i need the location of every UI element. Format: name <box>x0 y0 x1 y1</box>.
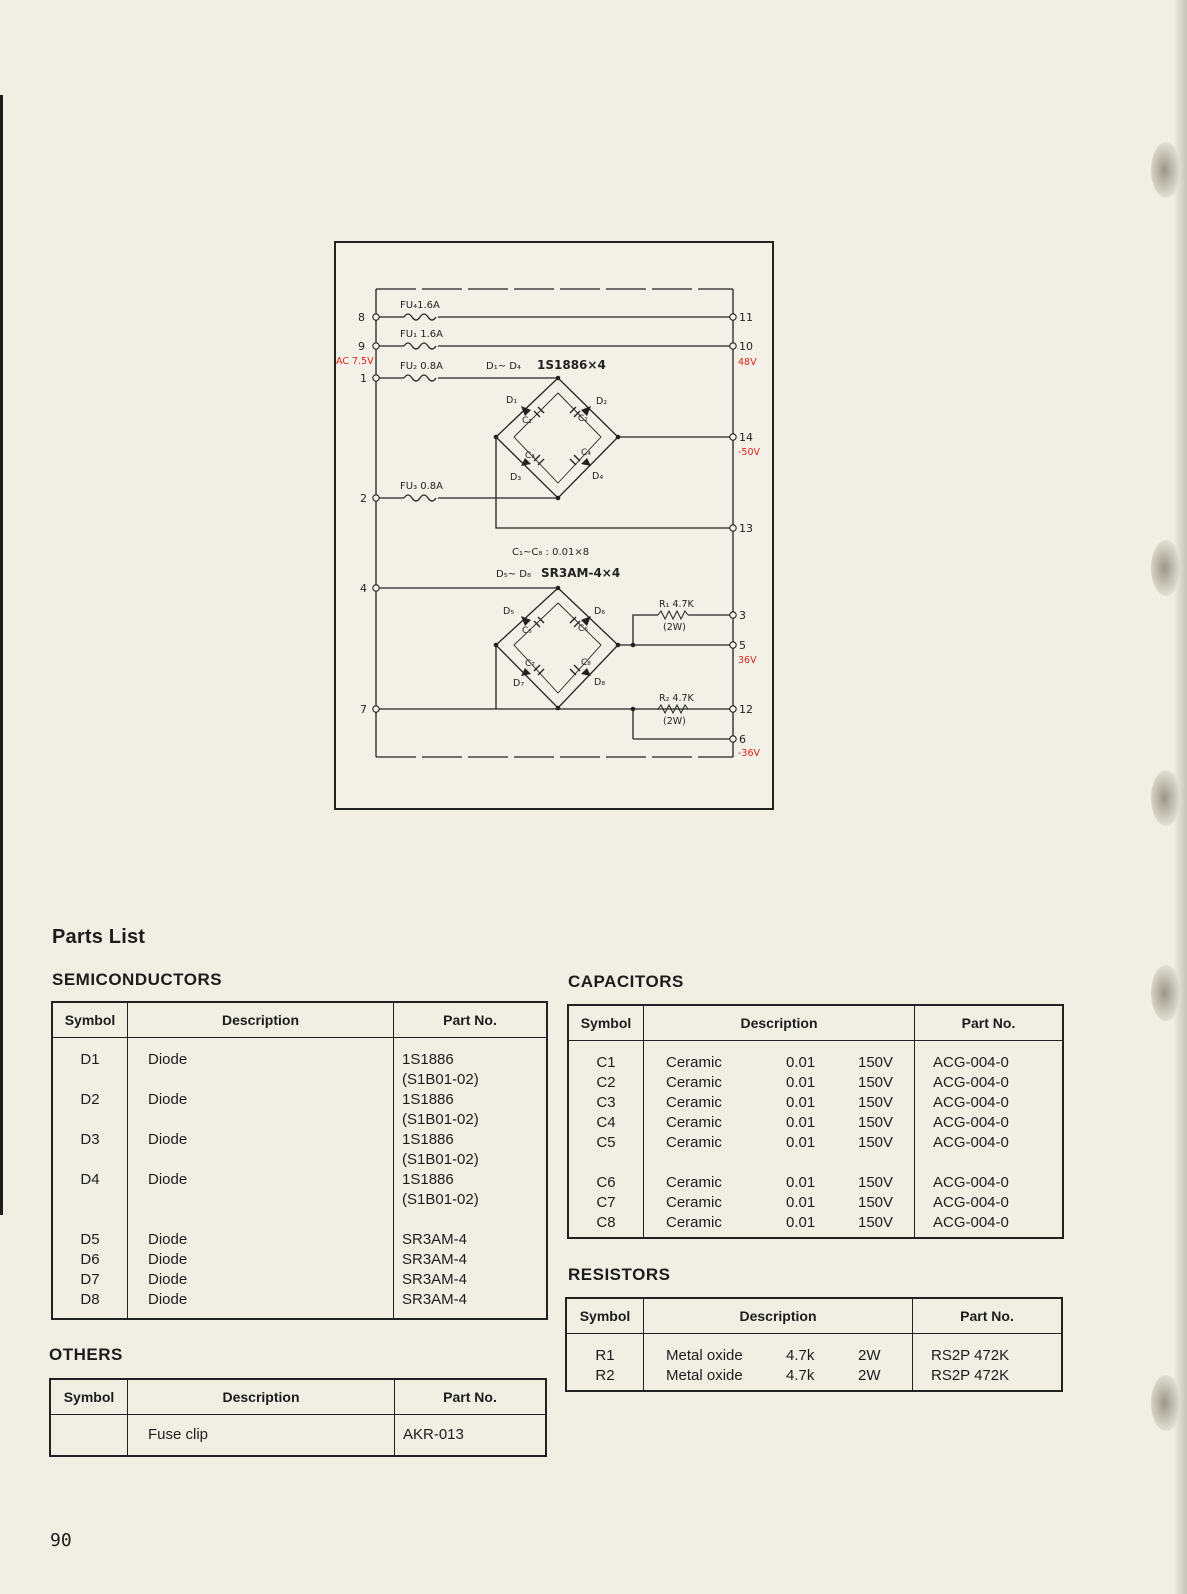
cell <box>128 1190 393 1210</box>
cell: D5 <box>80 1231 100 1248</box>
label-c8: C₈ <box>581 658 591 668</box>
cell <box>53 1110 127 1130</box>
schematic-svg <box>336 243 776 812</box>
cell: Diode <box>148 1291 188 1308</box>
schematic-diagram <box>334 241 774 810</box>
cap-c3 <box>534 455 544 465</box>
label-c5: C₅ <box>522 626 532 636</box>
semis-symbol-col <box>52 1038 128 1320</box>
cell: SR3AM-4 <box>402 1291 468 1308</box>
label-d1: D₁ <box>506 395 518 406</box>
cell: Diode <box>148 1231 188 1248</box>
page-left-edge <box>0 95 3 1215</box>
term-14: 14 <box>739 431 753 444</box>
header-part-no: Part No. <box>913 1298 1063 1334</box>
term-7: 7 <box>360 703 367 716</box>
cell: 1S1886 <box>402 1091 454 1108</box>
cap-c5 <box>534 617 544 627</box>
label-d7: D₇ <box>513 678 525 689</box>
header-description: Description <box>644 1298 913 1334</box>
label-d6: D₆ <box>594 606 606 617</box>
diode-d4 <box>581 458 591 466</box>
cap-c4 <box>570 455 580 465</box>
label-d8: D₈ <box>594 677 606 688</box>
term-8: 8 <box>358 311 365 324</box>
cell <box>53 1210 127 1230</box>
term-13: 13 <box>739 522 753 535</box>
page-number: 90 <box>50 1530 72 1551</box>
wire-1 <box>376 378 558 380</box>
cell: SR3AM-4 <box>402 1231 468 1248</box>
cell: D6 <box>80 1251 100 1268</box>
label-minus50v: -50V <box>738 447 761 458</box>
fuse-fu3 <box>404 495 436 501</box>
label-bridge1-part: 1S1886×4 <box>537 358 606 372</box>
caps-symbol-col: C1 C2 C3 C4 C5 C6 C7 C8 <box>568 1041 644 1239</box>
cell <box>50 1415 128 1457</box>
header-part-no: Part No. <box>915 1005 1064 1041</box>
label-d2: D₂ <box>596 396 608 407</box>
header-description: Description <box>644 1005 915 1041</box>
term-11: 11 <box>739 311 753 324</box>
others-table <box>49 1378 547 1457</box>
label-c6: C₆ <box>578 624 588 634</box>
header-symbol: Symbol <box>50 1379 128 1415</box>
cell: Fuse clip <box>128 1415 395 1457</box>
label-ac-voltage: AC 7.5V <box>336 356 374 367</box>
header-symbol: Symbol <box>566 1298 644 1334</box>
caps-description-col: Ceramic 0.01 150V Ceramic 0.01 150V Ceramic 0.01 150V Ceramic 0.01 150V Ceramic 0.01 150V Ceramic 0.01 150V Ceramic 0.01 150V Ceramic 0.01 150V <box>644 1041 915 1239</box>
label-d3: D₃ <box>510 472 522 483</box>
cell: D8 <box>80 1291 100 1308</box>
binder-hole <box>1151 965 1181 1021</box>
label-d4: D₄ <box>592 471 604 482</box>
resistors-part-col: RS2P 472K RS2P 472K <box>931 1347 1010 1384</box>
cell: D1 <box>80 1051 100 1068</box>
term-1: 1 <box>360 372 367 385</box>
cell <box>128 1210 393 1230</box>
cap-c7 <box>534 665 544 675</box>
caps-part-col: ACG-004-0 ACG-004-0 ACG-004-0 ACG-004-0 ACG-004-0 ACG-004-0 ACG-004-0 ACG-004-0 <box>933 1054 1009 1231</box>
label-bridge2-range: D₅~ D₈ <box>496 569 531 580</box>
cell: 1S1886 <box>402 1131 454 1148</box>
cell <box>53 1190 127 1210</box>
cell <box>128 1110 393 1130</box>
label-36v: 36V <box>738 655 757 666</box>
term-12: 12 <box>739 703 753 716</box>
label-fu4: FU₄1.6A <box>400 300 440 311</box>
cell: 1S1886 <box>402 1171 454 1188</box>
header-part-no: Part No. <box>394 1002 548 1038</box>
diode-d8 <box>581 668 591 676</box>
cell: 1S1886 <box>402 1051 454 1068</box>
others-heading: OTHERS <box>49 1345 123 1364</box>
semiconductors-table <box>51 1001 548 1320</box>
cell: Diode <box>148 1251 188 1268</box>
term-6: 6 <box>739 733 746 746</box>
semis-description-col <box>128 1038 394 1320</box>
resistors-symbol-col: R1 R2 <box>566 1334 644 1392</box>
cell <box>394 1210 546 1230</box>
cell: (S1B01-02) <box>402 1111 479 1128</box>
header-symbol: Symbol <box>52 1002 128 1038</box>
binder-hole <box>1151 142 1181 198</box>
label-48v: 48V <box>738 357 757 368</box>
label-cap-note: C₁~C₈ : 0.01×8 <box>512 547 590 558</box>
binder-hole <box>1151 540 1181 596</box>
parts-list-title: Parts List <box>52 926 146 948</box>
cell: D3 <box>80 1131 100 1148</box>
cell: (S1B01-02) <box>402 1151 479 1168</box>
table-row <box>50 1415 546 1457</box>
term-2: 2 <box>360 492 367 505</box>
semiconductors-heading: SEMICONDUCTORS <box>52 970 223 989</box>
term-3: 3 <box>739 609 746 622</box>
label-c4: C₄ <box>581 448 591 458</box>
resistors-heading: RESISTORS <box>568 1265 671 1284</box>
capacitors-heading: CAPACITORS <box>568 972 684 991</box>
cell: AKR-013 <box>403 1426 464 1443</box>
label-minus36v: -36V <box>738 748 761 759</box>
fuse-fu4 <box>404 314 436 320</box>
header-symbol: Symbol <box>568 1005 644 1041</box>
term-9: 9 <box>358 340 365 353</box>
header-description: Description <box>128 1379 395 1415</box>
term-5: 5 <box>739 639 746 652</box>
binder-hole <box>1151 770 1181 826</box>
label-bridge1-range: D₁~ D₄ <box>486 361 521 372</box>
label-c3: C₃ <box>525 451 535 461</box>
term-10: 10 <box>739 340 753 353</box>
cell: (S1B01-02) <box>402 1071 479 1088</box>
label-fu3: FU₃ 0.8A <box>400 481 444 492</box>
label-fu2: FU₂ 0.8A <box>400 361 444 372</box>
resistors-description-col: Metal oxide 4.7k 2W Metal oxide 4.7k 2W <box>644 1334 913 1392</box>
cell <box>53 1070 127 1090</box>
cell: Diode <box>148 1091 188 1108</box>
cell: Diode <box>148 1171 188 1188</box>
cell: D4 <box>80 1171 100 1188</box>
label-bridge2-part: SR3AM-4×4 <box>541 566 621 580</box>
term-4: 4 <box>360 582 367 595</box>
capacitors-table <box>567 1004 1064 1239</box>
cell: D2 <box>80 1091 100 1108</box>
label-r2: R₂ 4.7K <box>659 693 694 704</box>
label-r2-watt: (2W) <box>663 716 686 727</box>
label-c1: C₁ <box>522 416 532 426</box>
label-fu1: FU₁ 1.6A <box>400 329 444 340</box>
cell: SR3AM-4 <box>402 1251 468 1268</box>
label-c7: C₇ <box>525 659 535 669</box>
cell <box>53 1150 127 1170</box>
cell: (S1B01-02) <box>402 1191 479 1208</box>
label-d5: D₅ <box>503 606 515 617</box>
label-c2: C₂ <box>578 414 588 424</box>
cell <box>128 1150 393 1170</box>
header-description: Description <box>128 1002 394 1038</box>
cell: SR3AM-4 <box>402 1271 468 1288</box>
cell: Diode <box>148 1131 188 1148</box>
cap-c8 <box>570 665 580 675</box>
binder-hole <box>1151 1375 1181 1431</box>
cell: D7 <box>80 1271 100 1288</box>
cell: Diode <box>148 1051 188 1068</box>
fuse-fu2 <box>404 375 436 381</box>
header-part-no: Part No. <box>395 1379 547 1415</box>
semis-part-col <box>394 1038 548 1320</box>
resistors-table <box>565 1297 1063 1392</box>
label-r1-watt: (2W) <box>663 622 686 633</box>
resistor-r1 <box>658 611 688 619</box>
label-r1: R₁ 4.7K <box>659 599 694 610</box>
cell: Diode <box>148 1271 188 1288</box>
fuse-fu1 <box>404 343 436 349</box>
cell <box>128 1070 393 1090</box>
